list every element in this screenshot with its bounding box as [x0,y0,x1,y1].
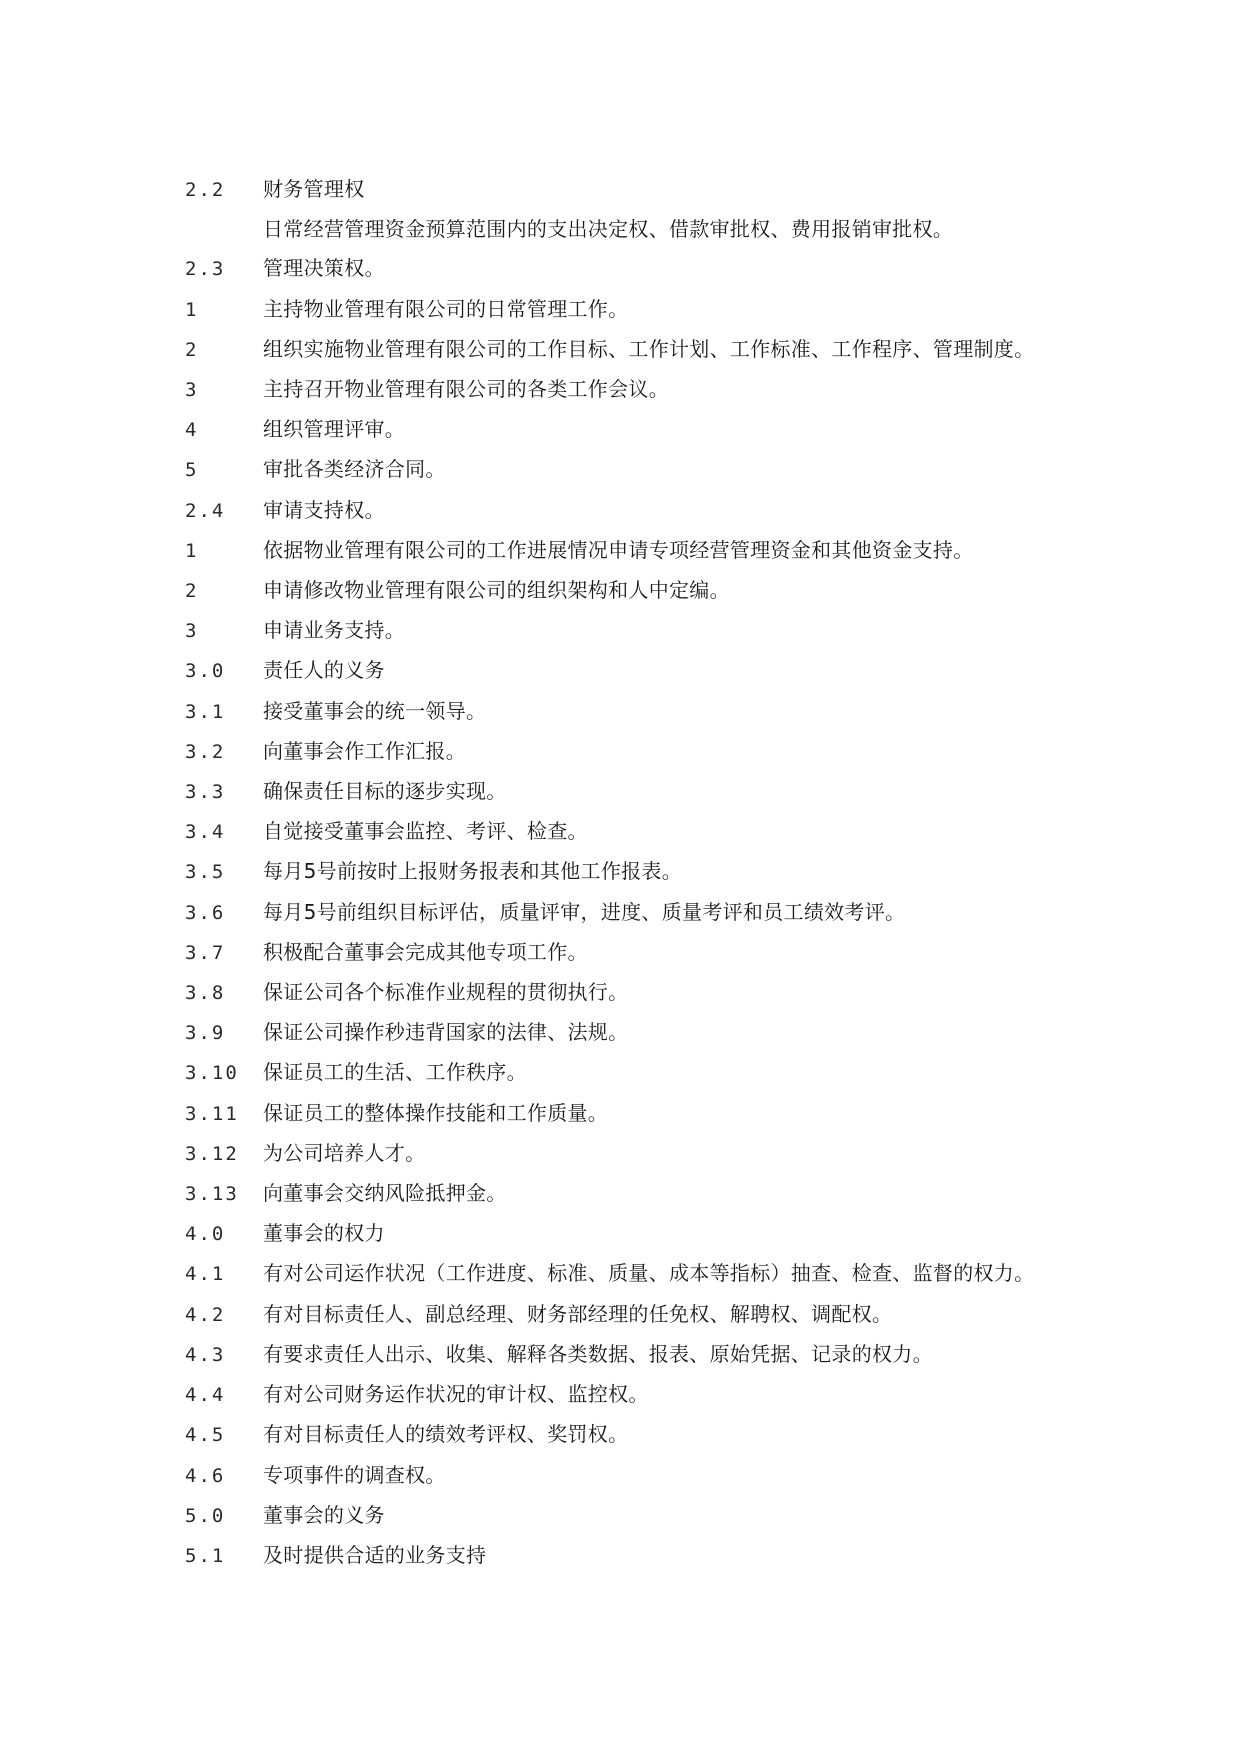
line-text: 确保责任目标的逐步实现。 [263,779,507,804]
line-text: 责任人的义务 [263,658,385,683]
line-number: 3.8 [185,982,226,1005]
line-text: 专项事件的调查权。 [263,1462,446,1487]
line-number: 3.4 [185,821,226,844]
line-number: 4.2 [185,1303,226,1326]
document-line [185,893,1065,933]
line-text: 有对公司运作状况（工作进度、标准、质量、成本等指标）抽查、检查、监督的权力。 [263,1261,1035,1286]
line-number: 3.10 [185,1062,239,1085]
line-text: 保证员工的生活、工作秩序。 [263,1060,527,1085]
document-line [185,812,1065,852]
line-text: 依据物业管理有限公司的工作进展情况申请专项经营管理资金和其他资金支持。 [263,537,974,562]
document-line [185,1214,1065,1254]
document-line [185,1094,1065,1134]
document-line [185,491,1065,531]
line-text: 向董事会交纳风险抵押金。 [263,1181,507,1206]
line-text: 向董事会作工作汇报。 [263,738,466,763]
document-line [185,290,1065,330]
line-number: 5.0 [185,1504,226,1527]
line-number: 1 [185,539,199,562]
document-line [185,611,1065,651]
line-number: 5.1 [185,1544,226,1567]
document-line [185,410,1065,450]
line-number: 3.5 [185,861,226,884]
line-number: 4.3 [185,1343,226,1366]
document-line [185,1375,1065,1415]
line-number: 3.9 [185,1022,226,1045]
line-number: 5 [185,459,199,482]
line-number: 3.1 [185,700,226,723]
line-text: 有对目标责任人的绩效考评权、奖罚权。 [263,1422,629,1447]
line-text: 有对公司财务运作状况的审计权、监控权。 [263,1382,649,1407]
document-line [185,852,1065,892]
line-number: 4 [185,419,199,442]
line-text: 申请修改物业管理有限公司的组织架构和人中定编。 [263,578,730,603]
document-line [185,1456,1065,1496]
line-number: 3.0 [185,660,226,683]
line-number: 1 [185,298,199,321]
line-text: 审请支持权。 [263,497,385,522]
document-line [185,1335,1065,1375]
document-line [185,210,1065,249]
document-line [185,370,1065,410]
line-number: 3.12 [185,1142,239,1165]
line-number: 4.6 [185,1464,226,1487]
line-number: 2.2 [185,179,226,201]
line-text: 日常经营管理资金预算范围内的支出决定权、借款审批权、费用报销审批权。 [263,217,954,242]
line-number: 3.6 [185,901,226,924]
line-text: 有要求责任人出示、收集、解释各类数据、报表、原始凭据、记录的权力。 [263,1341,933,1366]
document-line [185,1496,1065,1536]
line-number: 2.4 [185,499,226,522]
line-number: 2 [185,580,199,603]
document-line [185,1134,1065,1174]
line-text: 主持物业管理有限公司的日常管理工作。 [263,296,629,321]
line-text: 接受董事会的统一领导。 [263,698,487,723]
line-text: 自觉接受董事会监控、考评、检查。 [263,819,588,844]
line-number: 4.5 [185,1424,226,1447]
line-text: 审批各类经济合同。 [263,457,446,482]
document-line [185,1295,1065,1335]
document-line [185,732,1065,772]
line-text: 为公司培养人才。 [263,1140,426,1165]
line-text: 保证员工的整体操作技能和工作质量。 [263,1100,609,1125]
document-line [185,170,1065,210]
line-text: 申请业务支持。 [263,618,406,643]
line-text: 管理决策权。 [263,256,385,281]
line-text: 及时提供合适的业务支持 [263,1542,487,1567]
line-text: 董事会的权力 [263,1221,385,1246]
line-text: 积极配合董事会完成其他专项工作。 [263,939,588,964]
line-number: 3.3 [185,781,226,804]
line-text: 组织实施物业管理有限公司的工作目标、工作计划、工作标准、工作程序、管理制度。 [263,336,1035,361]
line-number: 3.2 [185,740,226,763]
document-line [185,1053,1065,1093]
line-number: 3 [185,379,199,402]
document-line [185,1536,1065,1576]
line-number: 4.0 [185,1223,226,1246]
line-text: 财务管理权 [263,177,365,201]
line-text: 每月5号前组织目标评估，质量评审，进度、质量考评和员工绩效考评。 [263,899,906,924]
line-text: 董事会的义务 [263,1502,385,1527]
document-line [185,571,1065,611]
line-text: 组织管理评审。 [263,417,406,442]
line-number: 3.13 [185,1183,239,1206]
document-line [185,772,1065,812]
document-line [185,973,1065,1013]
document-line [185,249,1065,289]
line-number: 4.1 [185,1263,226,1286]
document-line [185,450,1065,490]
document-line [185,1415,1065,1455]
document-line [185,651,1065,691]
line-number: 2.3 [185,258,226,281]
document-line [185,1013,1065,1053]
document-body [185,170,1065,1576]
document-line [185,692,1065,732]
line-number: 3.11 [185,1102,239,1125]
document-line [185,933,1065,973]
document-line [185,330,1065,370]
line-text: 保证公司操作秒违背国家的法律、法规。 [263,1020,629,1045]
line-number: 4.4 [185,1384,226,1407]
line-number: 2 [185,338,199,361]
line-number: 3.7 [185,941,226,964]
document-line [185,531,1065,571]
line-text: 保证公司各个标准作业规程的贯彻执行。 [263,980,629,1005]
document-line [185,1254,1065,1294]
line-number: 3 [185,620,199,643]
document-line [185,1174,1065,1214]
line-text: 主持召开物业管理有限公司的各类工作会议。 [263,377,669,402]
line-text: 有对目标责任人、副总经理、财务部经理的任免权、解聘权、调配权。 [263,1301,893,1326]
line-text: 每月5号前按时上报财务报表和其他工作报表。 [263,859,683,884]
